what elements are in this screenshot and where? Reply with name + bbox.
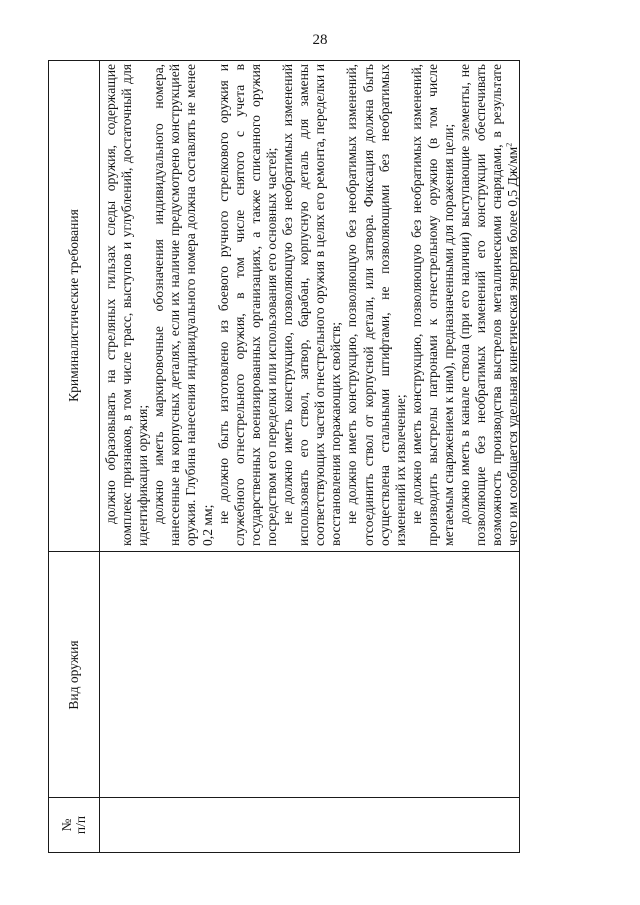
- header-number-line1: №: [59, 818, 74, 832]
- requirement-item: [457, 64, 521, 546]
- requirement-item: должно иметь маркировочные обозначения индивидуального номера, нанесенные на корпусных деталях, если их наличие предусмотрено конструкцией оружия. Глубина нанесения индивидуального номера должна составлять не менее 0,2 мм;: [151, 64, 215, 546]
- energy-unit-superscript: 2: [504, 142, 514, 147]
- header-number-line2: п/п: [73, 815, 88, 835]
- requirement-item: не должно иметь конструкцию, позволяющую без необратимых изменений использовать его ствол, затвор, барабан, корпусную деталь для замены соответствующих частей огнестрельного оружия в целях его ремонта, переделки и восстановления поражающих свойств;: [280, 64, 344, 546]
- header-weapon-type: Вид оружия: [66, 640, 81, 710]
- requirement-item: не должно быть изготовлено из боевого ручного стрелкового оружия и служебного огнестрельного оружия, в том числе снятого с учета в государственных военизированных организациях, а также списанного оружия посредством его переделки или использования его основных частей;: [215, 64, 279, 546]
- requirement-item-text: должно иметь в канале ствола (при его наличии) выступающие элементы, не позволяющие без необратимых изменений его конструкции обеспечивать возможность производства выстрелов металлическими снарядами, в результате чего им сообщается удельная кинетическая энергия более 0,5 Дж/мм: [457, 64, 521, 546]
- page-number: 28: [312, 32, 328, 48]
- column-divider: [49, 797, 519, 798]
- requirements-table-rotated: [48, 60, 520, 853]
- requirements-cell: [103, 64, 521, 546]
- header-requirements: Криминалистические требования: [66, 209, 81, 402]
- requirement-item: не должно иметь конструкцию, позволяющую без необратимых изменений, отсоединить ствол от корпусной детали, или затвора. Фиксация должна быть осуществлена стальными штифтами, не позволяющими без необратимых изменений их извлечение;: [344, 64, 408, 546]
- header-divider: [99, 61, 100, 852]
- column-divider: [49, 551, 519, 552]
- requirement-item: не должно иметь конструкцию, позволяющую без необратимых изменений, производить выстрелы патронами к огнестрельному оружию (в том числе метаемым снаряжением к ним), предназначенными для поражения цели;: [408, 64, 456, 546]
- requirement-item: должно образовывать на стреляных гильзах следы оружия, содержащие комплекс признаков, в том числе трасс, выступов и углублений, достаточный для идентификации оружия;: [103, 64, 151, 546]
- requirements-table: [48, 60, 520, 853]
- header-number: [49, 798, 99, 852]
